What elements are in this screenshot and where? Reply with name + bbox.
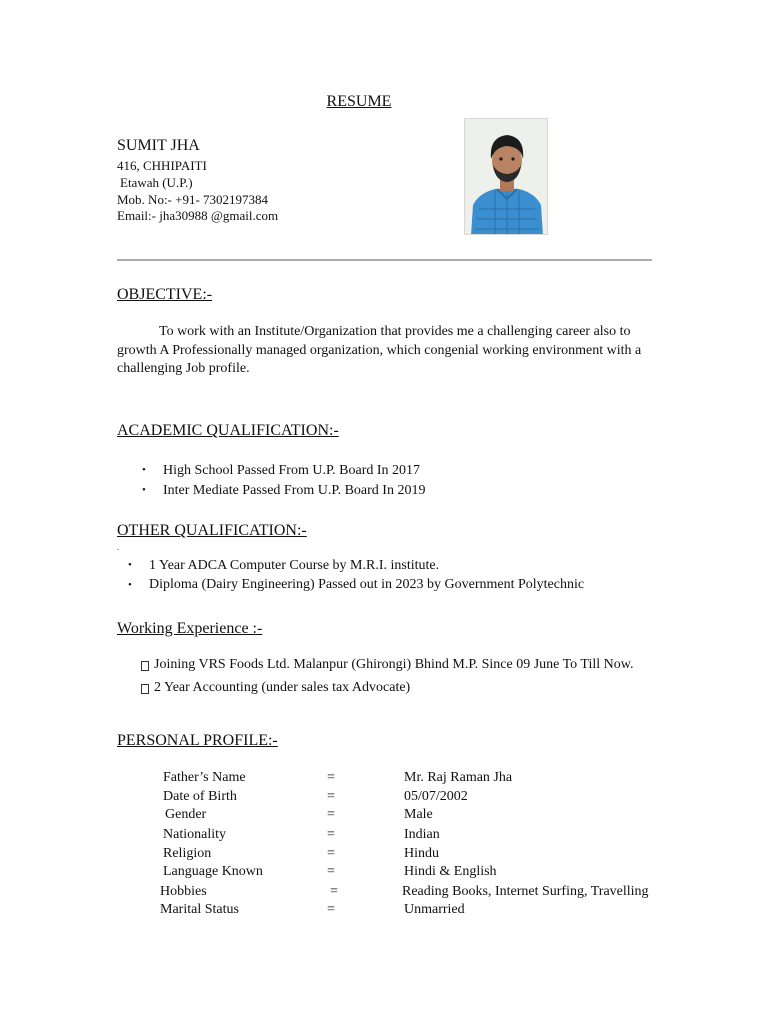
profile-label: Hobbies xyxy=(160,884,207,899)
checkbox-bullet-icon xyxy=(141,661,149,671)
bullet-icon: • xyxy=(128,559,132,571)
academic-item: High School Passed From U.P. Board In 2017 xyxy=(163,463,421,478)
objective-heading: OBJECTIVE:- xyxy=(117,286,213,303)
profile-value: Hindu xyxy=(404,846,439,861)
candidate-name: SUMIT JHA xyxy=(117,137,200,154)
academic-item: Inter Mediate Passed From U.P. Board In 2019 xyxy=(163,483,426,498)
experience-heading: Working Experience :- xyxy=(117,620,263,637)
profile-photo xyxy=(464,118,548,235)
profile-label: Gender xyxy=(165,807,207,822)
profile-separator: = xyxy=(327,827,335,842)
experience-item: 2 Year Accounting (under sales tax Advocate) xyxy=(154,680,411,695)
profile-label: Religion xyxy=(163,846,212,861)
header-divider xyxy=(117,259,652,261)
profile-label: Nationality xyxy=(163,827,226,842)
dot-icon: . xyxy=(117,543,119,552)
checkbox-bullet-icon xyxy=(141,684,149,694)
document-title: RESUME xyxy=(326,93,392,110)
mobile-number: Mob. No:- +91- 7302197384 xyxy=(117,192,269,207)
bullet-icon: • xyxy=(142,464,146,476)
profile-separator: = xyxy=(327,789,335,804)
profile-value: Hindi & English xyxy=(404,864,497,879)
profile-label: Language Known xyxy=(163,864,263,879)
address-line-1: 416, CHHIPAITI xyxy=(117,158,207,173)
profile-value: Unmarried xyxy=(404,902,465,917)
experience-item: Joining VRS Foods Ltd. Malanpur (Ghirongi) Bhind M.P. Since 09 June To Till Now. xyxy=(154,657,634,672)
profile-value: Indian xyxy=(404,827,440,842)
personal-profile-heading: PERSONAL PROFILE:- xyxy=(117,732,278,749)
profile-separator: = xyxy=(330,884,338,899)
address-line-2: Etawah (U.P.) xyxy=(120,175,193,190)
other-qualification-heading: OTHER QUALIFICATION:- xyxy=(117,522,307,539)
profile-separator: = xyxy=(327,807,335,822)
email-address: Email:- jha30988 @gmail.com xyxy=(117,208,279,223)
other-qualification-item: Diploma (Dairy Engineering) Passed out in 2023 by Government Polytechnic xyxy=(149,577,585,592)
profile-separator: = xyxy=(327,770,335,785)
profile-separator: = xyxy=(327,864,335,879)
other-qualification-item: 1 Year ADCA Computer Course by M.R.I. institute. xyxy=(149,558,440,573)
person-photo-icon xyxy=(465,119,548,235)
profile-separator: = xyxy=(327,902,335,917)
profile-value: Reading Books, Internet Surfing, Travelling xyxy=(402,884,649,899)
bullet-icon: • xyxy=(128,579,132,591)
objective-text: To work with an Institute/Organization that provides me a challenging career also to growth A Professionally managed organization, which congenial working environment with a challenging Job profile. xyxy=(117,324,642,376)
profile-label: Father’s Name xyxy=(163,770,246,785)
profile-separator: = xyxy=(327,846,335,861)
profile-value: 05/07/2002 xyxy=(404,789,468,804)
profile-value: Mr. Raj Raman Jha xyxy=(404,770,513,785)
profile-label: Marital Status xyxy=(160,902,239,917)
bullet-icon: • xyxy=(142,484,146,496)
profile-value: Male xyxy=(404,807,433,822)
profile-label: Date of Birth xyxy=(163,789,237,804)
academic-heading: ACADEMIC QUALIFICATION:- xyxy=(117,422,339,439)
